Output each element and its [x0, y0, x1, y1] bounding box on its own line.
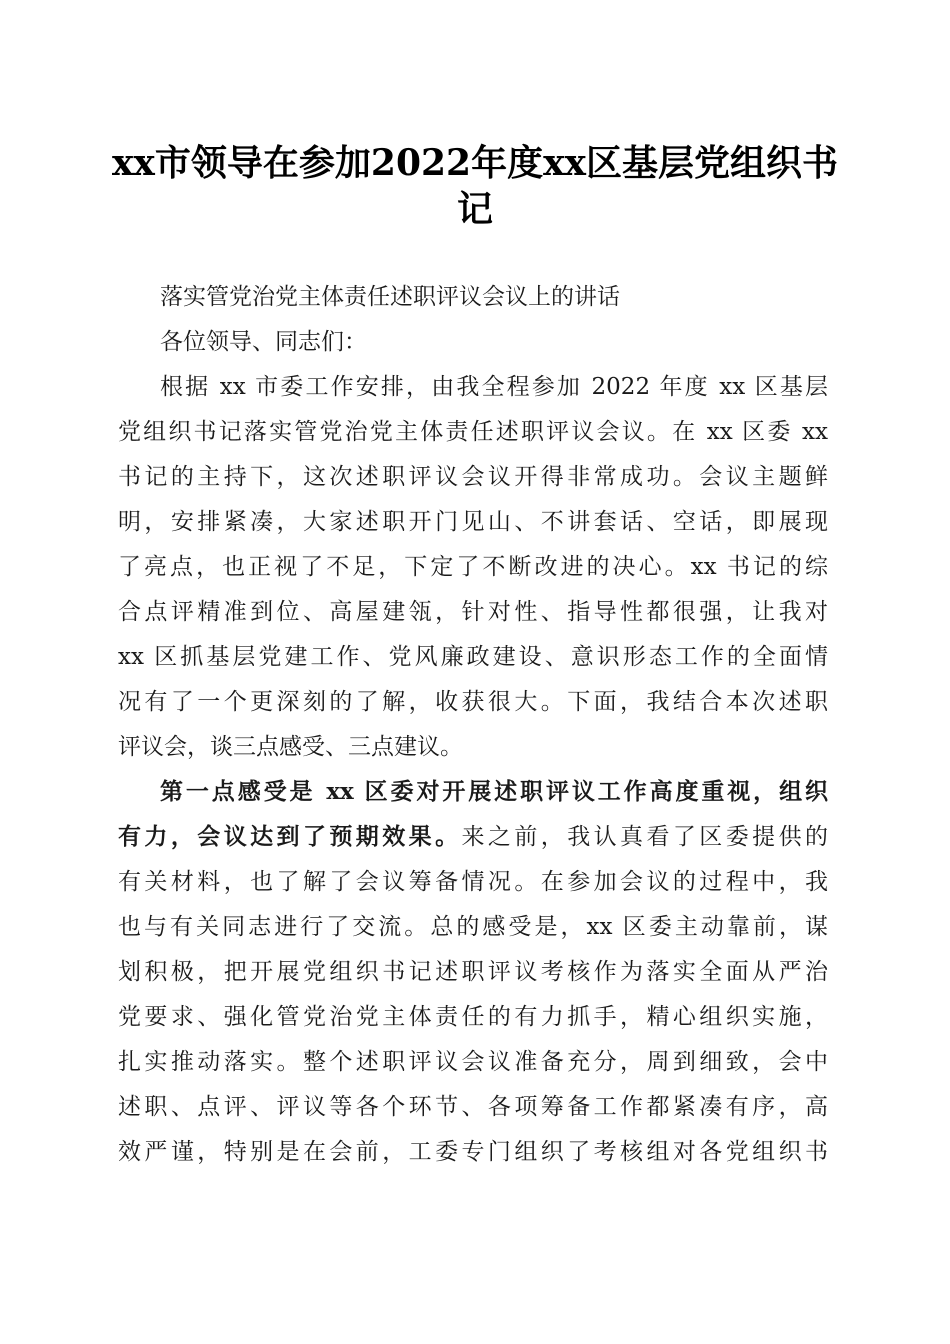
paragraph-line: 党要求、强化管党治党主体责任的有力抓手，精心组织实施，: [118, 1004, 828, 1030]
document-title: xx市领导在参加2022年度xx区基层党组织书: [111, 142, 839, 184]
paragraph-line: 评议会，谈三点感受、三点建议。: [118, 734, 463, 760]
paragraph-text: 来之前，我认真看了区委提供的: [461, 824, 829, 850]
document-title-continuation: 记: [456, 188, 493, 230]
paragraph-line: 划积极，把开展党组织书记述职评议考核作为落实全面从严治: [118, 959, 828, 985]
paragraph-heading-line: 第一点感受是 xx 区委对开展述职评议工作高度重视，组织: [160, 778, 828, 805]
paragraph-line: 效严谨，特别是在会前，工委专门组织了考核组对各党组织书: [118, 1139, 828, 1165]
paragraph-mixed-line: [118, 822, 828, 852]
paragraph-line: 根据 xx 市委工作安排，由我全程参加 2022 年度 xx 区基层: [160, 374, 828, 400]
document-subtitle: 落实管党治党主体责任述职评议会议上的讲话: [160, 284, 620, 310]
paragraph-line: 明，安排紧凑，大家述职开门见山、不讲套话、空话，即展现: [118, 509, 828, 535]
paragraph-line: 有关材料，也了解了会议筹备情况。在参加会议的过程中，我: [118, 869, 828, 895]
salutation: 各位领导、同志们：: [160, 329, 367, 355]
paragraph-line: 党组织书记落实管党治党主体责任述职评议会议。在 xx 区委 xx: [118, 419, 828, 445]
paragraph-line: 合点评精准到位、高屋建瓴，针对性、指导性都很强，让我对: [118, 599, 828, 625]
paragraph-line: xx 区抓基层党建工作、党风廉政建设、意识形态工作的全面情: [118, 644, 828, 670]
paragraph-line: 况有了一个更深刻的了解，收获很大。下面，我结合本次述职: [118, 689, 828, 715]
paragraph-line: 书记的主持下，这次述职评议会议开得非常成功。会议主题鲜: [118, 464, 828, 490]
paragraph-line: 扎实推动落实。整个述职评议会议准备充分，周到细致，会中: [118, 1049, 828, 1075]
paragraph-heading-end: 有力，会议达到了预期效果。: [118, 823, 462, 850]
paragraph-line: 述职、点评、评议等各个环节、各项筹备工作都紧凑有序，高: [118, 1094, 828, 1120]
paragraph-line: 也与有关同志进行了交流。总的感受是，xx 区委主动靠前，谋: [118, 914, 828, 940]
paragraph-line: 了亮点，也正视了不足，下定了不断改进的决心。xx 书记的综: [118, 554, 828, 580]
